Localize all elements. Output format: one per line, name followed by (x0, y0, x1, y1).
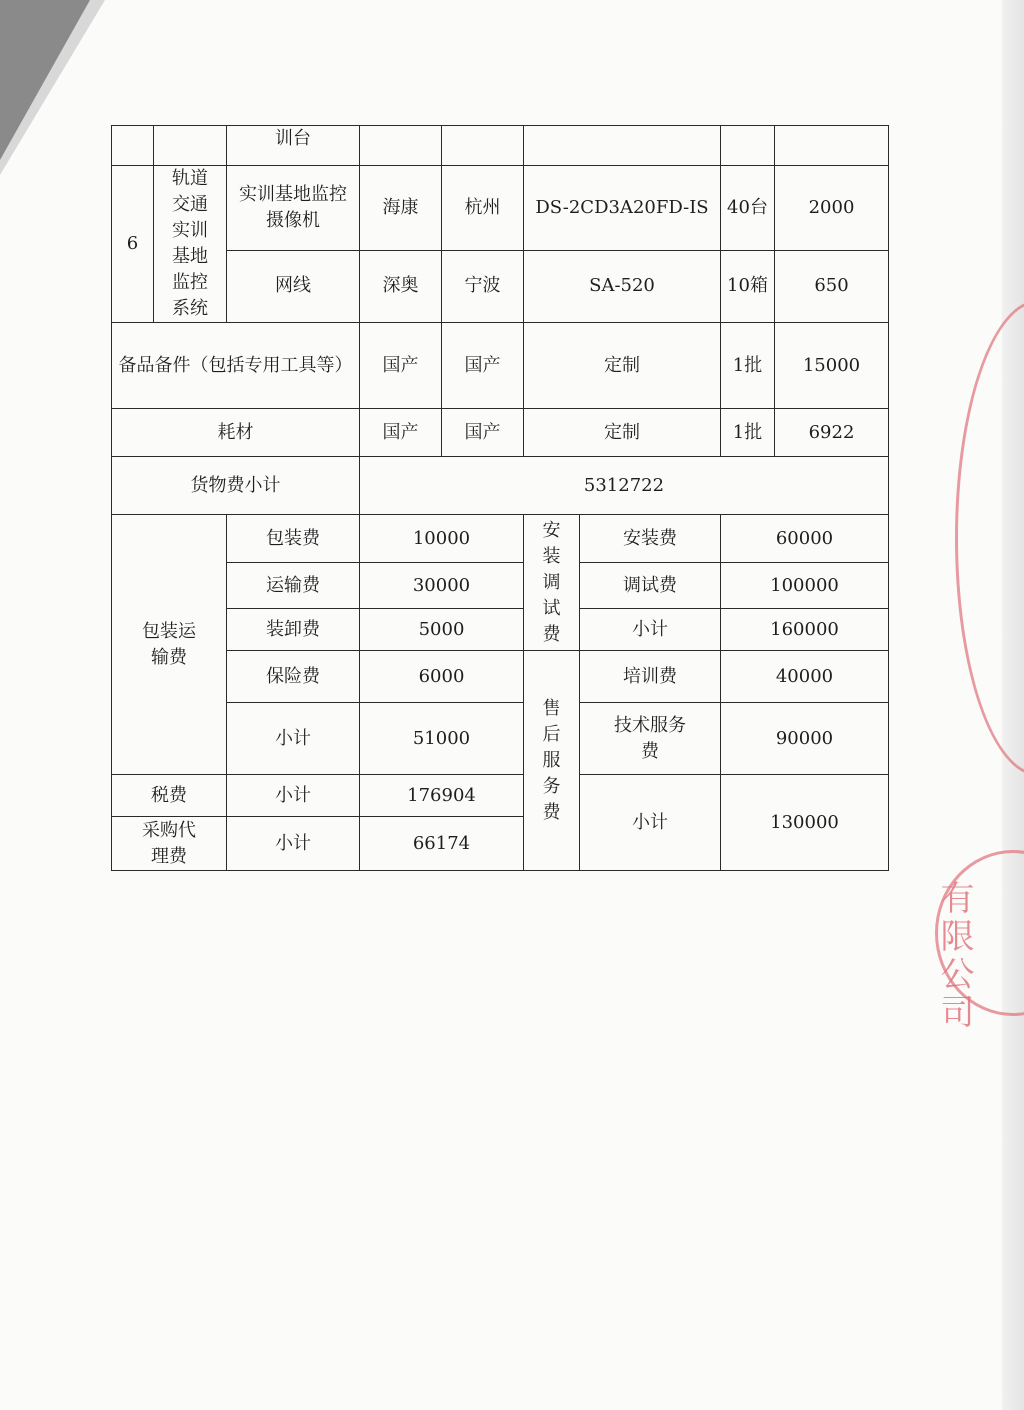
system-name: 轨道交通实训基地监控系统 (171, 168, 208, 319)
item-brand: 深奥 (360, 250, 442, 322)
item-name: 实训基地监控摄像机 (227, 166, 360, 251)
fee-value: 160000 (721, 609, 889, 651)
fee-name: 装卸费 (227, 609, 360, 651)
table-row (112, 457, 889, 515)
fee-name: 小计 (227, 703, 360, 775)
item-quantity: 1批 (721, 409, 775, 457)
cost-table (111, 125, 889, 871)
item-brand: 海康 (360, 166, 442, 251)
fee-name: 技术服务费 (580, 703, 721, 775)
item-model: SA-520 (524, 250, 721, 322)
item-model: DS-2CD3A20FD-IS (524, 166, 721, 251)
table-row (112, 563, 889, 609)
section-index: 6 (112, 166, 154, 323)
item-model: 定制 (524, 323, 721, 409)
item-origin: 国产 (442, 409, 524, 457)
fee-value: 51000 (360, 703, 524, 775)
item-name: 耗材 (112, 409, 360, 457)
seal-stamp-text: 有限公司 (934, 880, 974, 1032)
fee-value: 30000 (360, 563, 524, 609)
item-name: 备品备件（包括专用工具等） (112, 323, 360, 409)
fee-value: 5000 (360, 609, 524, 651)
fee-name: 小计 (580, 609, 721, 651)
item-quantity: 40台 (721, 166, 775, 251)
item-price: 15000 (775, 323, 889, 409)
item-name: 网线 (227, 250, 360, 322)
fee-name: 安装费 (580, 515, 721, 563)
fee-name: 培训费 (580, 651, 721, 703)
fee-value: 40000 (721, 651, 889, 703)
item-origin: 杭州 (442, 166, 524, 251)
item-model: 定制 (524, 409, 721, 457)
item-price: 2000 (775, 166, 889, 251)
fee-value: 60000 (721, 515, 889, 563)
item-price: 650 (775, 250, 889, 322)
item-quantity: 10箱 (721, 250, 775, 322)
item-price: 6922 (775, 409, 889, 457)
fee-value: 6000 (360, 651, 524, 703)
table-row (112, 250, 889, 322)
agency-label: 采购代理费 (112, 817, 227, 871)
table-row (112, 166, 889, 251)
goods-subtotal-value: 5312722 (360, 457, 889, 515)
installation-label: 安装调试费 (542, 519, 561, 645)
item-brand: 国产 (360, 409, 442, 457)
fee-name: 保险费 (227, 651, 360, 703)
fee-name: 调试费 (580, 563, 721, 609)
fee-value: 130000 (721, 775, 889, 871)
fee-name: 包装费 (227, 515, 360, 563)
table-row (112, 703, 889, 775)
goods-subtotal-label: 货物费小计 (112, 457, 360, 515)
table-row (112, 609, 889, 651)
agency-sub: 小计 (227, 817, 360, 871)
item-origin: 国产 (442, 323, 524, 409)
fee-value: 90000 (721, 703, 889, 775)
agency-value: 66174 (360, 817, 524, 871)
table-row (112, 323, 889, 409)
item-origin: 宁波 (442, 250, 524, 322)
table-row (112, 651, 889, 703)
fee-value: 10000 (360, 515, 524, 563)
page-fold (0, 0, 90, 160)
fee-value: 100000 (721, 563, 889, 609)
table-row (112, 775, 889, 817)
tax-sub: 小计 (227, 775, 360, 817)
fee-name: 运输费 (227, 563, 360, 609)
seal-stamp-upper (955, 300, 1024, 776)
table-row (112, 126, 889, 166)
packaging-label: 包装运输费 (112, 515, 227, 775)
tax-value: 176904 (360, 775, 524, 817)
fee-name: 小计 (580, 775, 721, 871)
table-row (112, 409, 889, 457)
item-name: 训台 (227, 126, 360, 166)
item-brand: 国产 (360, 323, 442, 409)
table-row (112, 515, 889, 563)
item-quantity: 1批 (721, 323, 775, 409)
tax-label: 税费 (112, 775, 227, 817)
after-sales-label: 售后服务费 (542, 697, 561, 823)
